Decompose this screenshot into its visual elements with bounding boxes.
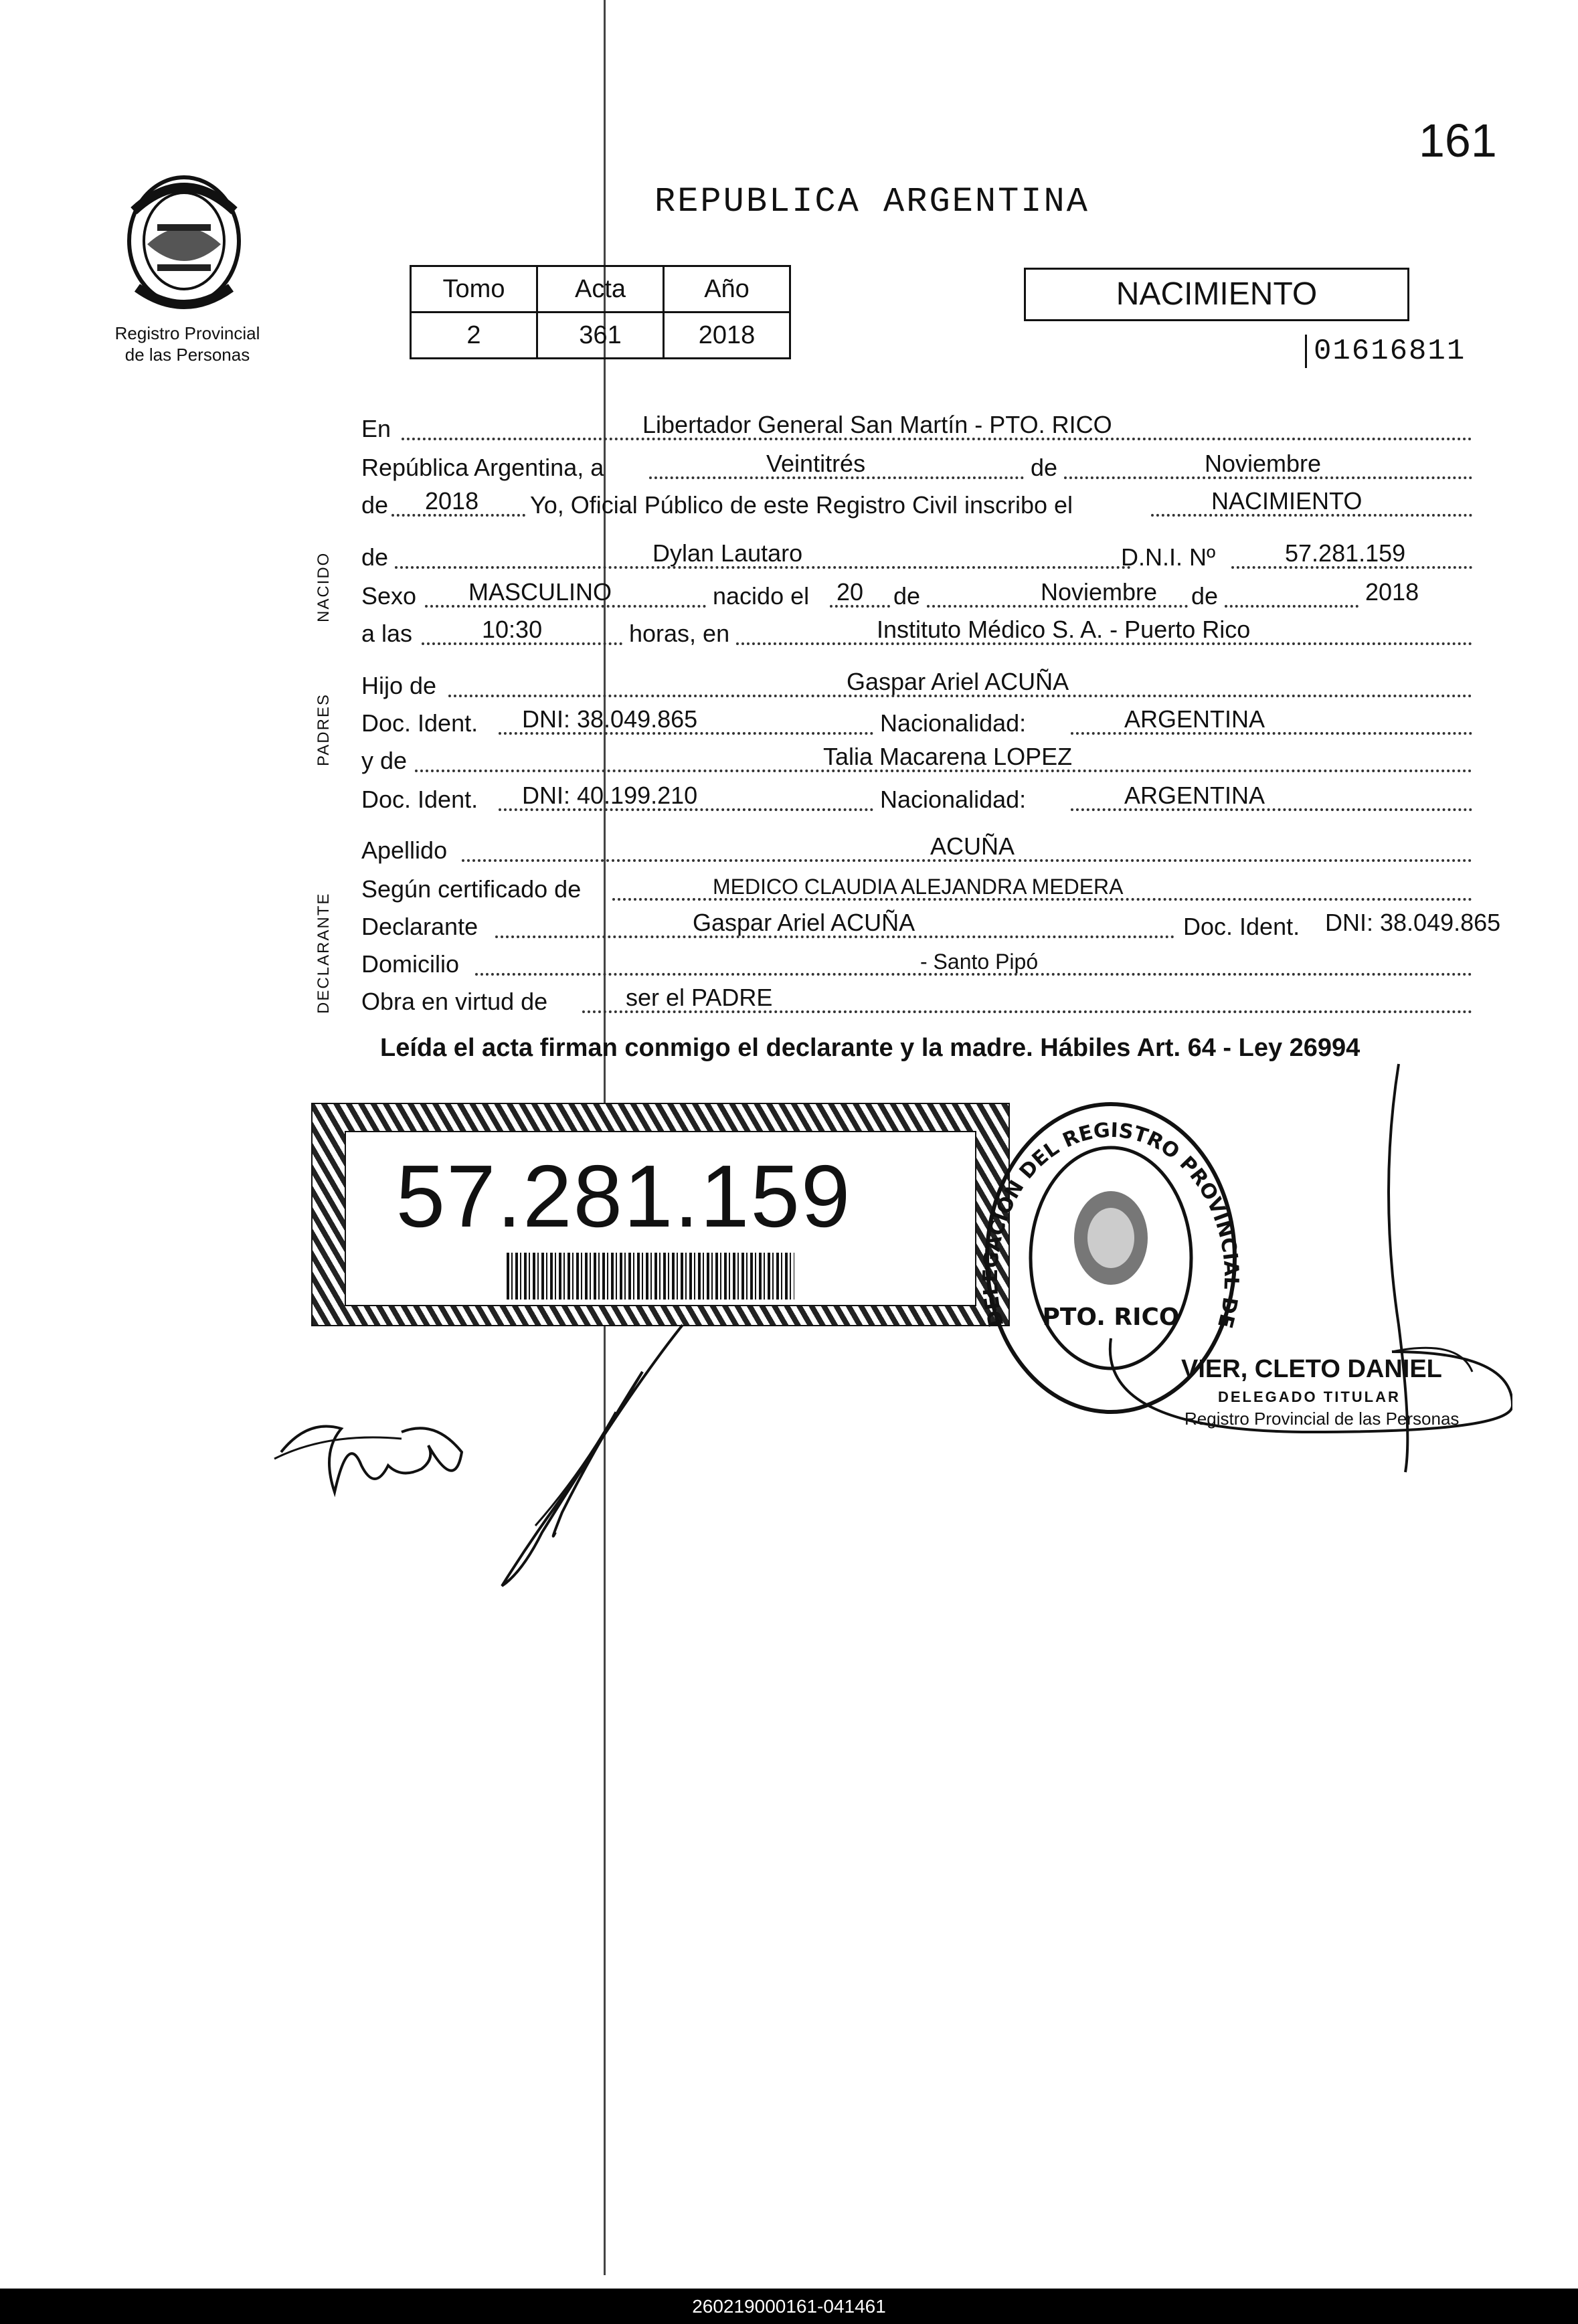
- value-dia-letras: Veintitrés: [766, 450, 866, 477]
- row-apellido: [361, 830, 1472, 867]
- label-de-mes-nac: de: [893, 582, 921, 610]
- dni-sticker-inner: [345, 1131, 976, 1306]
- value-padre-nac: ARGENTINA: [1124, 705, 1265, 733]
- label-nacido-el: nacido el: [713, 582, 810, 610]
- row-declarante: [361, 906, 1501, 944]
- row-en: [361, 408, 1472, 446]
- mother-signature: [268, 1392, 468, 1512]
- registrar-role: DELEGADO TITULAR: [1218, 1389, 1401, 1405]
- tomo-acta-anio-table: [410, 265, 791, 359]
- anio-value: 2018: [664, 312, 790, 359]
- registrar-signature: [1044, 1057, 1512, 1486]
- label-segun: Según certificado de: [361, 875, 582, 903]
- tomo-value: 2: [411, 312, 537, 359]
- label-sexo: Sexo: [361, 582, 417, 610]
- label-de-mes: de: [1031, 454, 1058, 481]
- value-lugar-nac: Instituto Médico S. A. - Puerto Rico: [877, 616, 1251, 643]
- label-de-nombre: de: [361, 543, 389, 571]
- value-madre-doc: DNI: 40.199.210: [522, 782, 698, 809]
- label-horas-en: horas, en: [629, 620, 730, 647]
- acta-value: 361: [537, 312, 664, 359]
- label-doc-ident-padre: Doc. Ident.: [361, 709, 478, 737]
- value-tipo: NACIMIENTO: [1211, 487, 1363, 515]
- value-domicilio: - Santo Pipó: [920, 950, 1039, 974]
- stamp-center-text: PTO. RICO: [1042, 1304, 1180, 1331]
- label-doc-ident-declarante: Doc. Ident.: [1183, 913, 1300, 940]
- anio-header: Año: [664, 266, 790, 312]
- value-nombre: Dylan Lautaro: [652, 539, 803, 567]
- registrar-org: Registro Provincial de las Personas: [1185, 1409, 1460, 1429]
- label-domicilio: Domicilio: [361, 950, 460, 978]
- value-mes: Noviembre: [1205, 450, 1322, 477]
- row-certificado: [361, 869, 1472, 906]
- value-madre-nac: ARGENTINA: [1124, 782, 1265, 809]
- value-dia-nac: 20: [837, 578, 864, 606]
- closing-text: Leída el acta firman conmigo el declarante y la madre. Hábiles Art. 64 - Ley 26994: [380, 1034, 1361, 1062]
- label-nacionalidad-madre: Nacionalidad:: [880, 786, 1027, 813]
- value-padre: Gaspar Ariel ACUÑA: [847, 668, 1069, 695]
- document-title: REPUBLICA ARGENTINA: [654, 182, 1089, 221]
- stamp-ring-text: DELEGACION DEL REGISTRO PROVINCIAL DE: [978, 1118, 1243, 1331]
- label-nacionalidad-padre: Nacionalidad:: [880, 709, 1027, 737]
- label-de-anio: de: [361, 491, 389, 519]
- row-hora: [361, 613, 1472, 650]
- label-yo: Yo, Oficial Público de este Registro Civil inscribo el: [530, 491, 1073, 519]
- value-apellido: ACUÑA: [930, 832, 1015, 860]
- label-y-de: y de: [361, 747, 408, 774]
- value-dni: 57.281.159: [1285, 539, 1406, 567]
- label-declarante: Declarante: [361, 913, 478, 940]
- row-padre-doc: [361, 703, 1472, 740]
- sticker-number: 57.281.159: [396, 1147, 852, 1245]
- value-anio-nac: 2018: [1365, 578, 1419, 606]
- side-label-padres: PADRES: [315, 693, 333, 766]
- label-republica: República Argentina, a: [361, 454, 604, 481]
- value-declarante-doc: DNI: 38.049.865: [1325, 909, 1501, 936]
- row-padre: [361, 665, 1472, 703]
- side-label-nacido: NACIDO: [315, 551, 333, 622]
- registrar-name: VIER, CLETO DANIEL: [1181, 1355, 1442, 1383]
- row-obra: [361, 981, 1472, 1018]
- barcode: [507, 1253, 794, 1300]
- page-number: 161: [1419, 114, 1497, 167]
- value-anio: 2018: [425, 487, 479, 515]
- row-sexo: [361, 575, 1472, 613]
- row-nombre: [361, 537, 1472, 574]
- dni-sticker: [311, 1103, 1010, 1326]
- issuing-org: [80, 323, 294, 365]
- value-hora: 10:30: [482, 616, 543, 643]
- label-hijo-de: Hijo de: [361, 672, 437, 699]
- value-mes-nac: Noviembre: [1041, 578, 1158, 606]
- label-en: En: [361, 415, 391, 442]
- label-obra: Obra en virtud de: [361, 988, 548, 1015]
- label-apellido: Apellido: [361, 836, 448, 864]
- tomo-header: Tomo: [411, 266, 537, 312]
- label-dni-no: D.N.I. Nº: [1121, 543, 1216, 571]
- declarant-signature: [462, 1312, 703, 1599]
- act-type-box: NACIMIENTO: [1024, 268, 1409, 321]
- row-madre-doc: [361, 779, 1472, 816]
- org-line-2: de las Personas: [124, 345, 250, 365]
- row-madre: [361, 740, 1472, 778]
- value-certificado: MEDICO CLAUDIA ALEJANDRA MEDERA: [713, 875, 1124, 899]
- value-lugar: Libertador General San Martín - PTO. RICO: [642, 411, 1112, 438]
- row-republica: [361, 447, 1472, 484]
- province-seal-logo: [117, 171, 251, 318]
- value-declarante: Gaspar Ariel ACUÑA: [693, 909, 915, 936]
- value-padre-doc: DNI: 38.049.865: [522, 705, 698, 733]
- value-obra: ser el PADRE: [626, 984, 773, 1011]
- label-de-anio-nac: de: [1191, 582, 1219, 610]
- footer-code: 260219000161-041461: [0, 2289, 1578, 2324]
- label-a-las: a las: [361, 620, 413, 647]
- value-madre: Talia Macarena LOPEZ: [823, 743, 1073, 770]
- org-line-1: Registro Provincial: [114, 323, 260, 343]
- acta-header: Acta: [537, 266, 664, 312]
- row-inscribo: [361, 484, 1472, 522]
- row-domicilio: [361, 944, 1472, 981]
- label-doc-ident-madre: Doc. Ident.: [361, 786, 478, 813]
- side-label-declarante: DECLARANTE: [315, 892, 333, 1014]
- serial-number: 01616811: [1305, 335, 1466, 368]
- value-sexo: MASCULINO: [468, 578, 612, 606]
